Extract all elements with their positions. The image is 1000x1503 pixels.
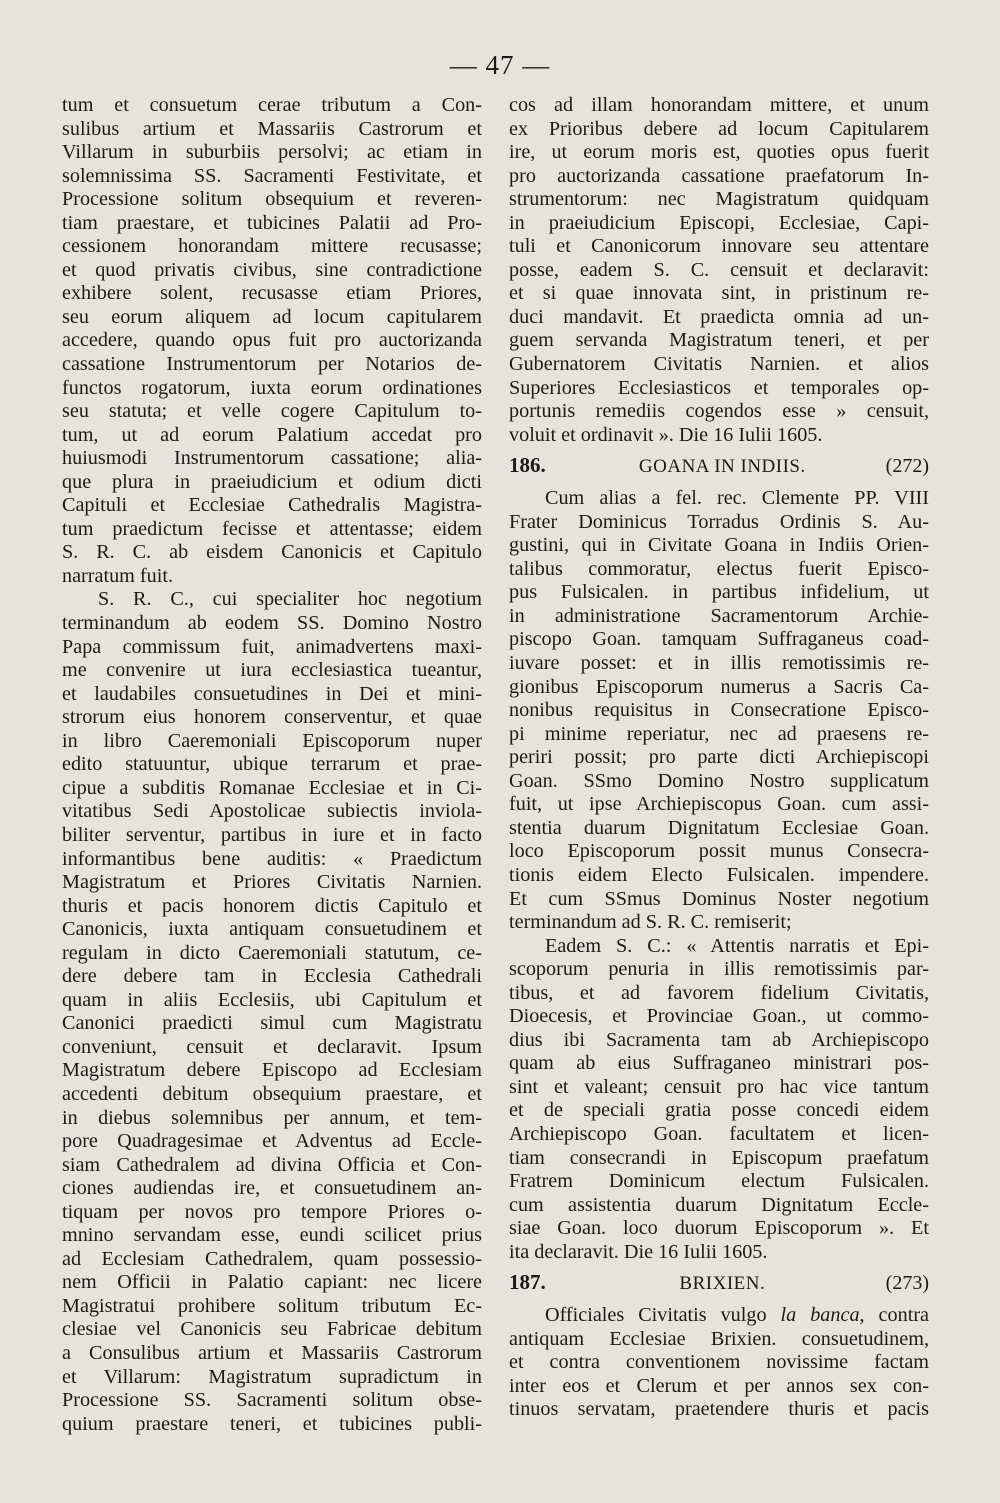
- text-line: tiquam per novos pro tempore Priores o-: [62, 1200, 482, 1223]
- text-line: pi minime reperiatur, nec ad praesens re-: [509, 722, 929, 745]
- section-186-paragraph-1: [509, 487, 929, 934]
- text-line: Magistratum debere Episcopo ad Ecclesiam: [62, 1059, 482, 1082]
- text-line: terminandum ad S. R. C. remiserit;: [509, 911, 792, 934]
- text-line: sulibus artium et Massariis Castrorum et: [62, 117, 482, 140]
- text-line: vitatibus Sedi Apostolicae subiectis inviola-: [62, 800, 482, 823]
- text-line: clesiae vel Canonicis seu Fabricae debitum: [62, 1318, 482, 1341]
- text-line: tiam consecrandi in Episcopum praefatum: [509, 1146, 929, 1169]
- text-line: tionis eidem Electo Fulsicalen. impendere.: [509, 863, 929, 886]
- text-line: antiquam Ecclesiae Brixien. consuetudinem,: [509, 1327, 929, 1350]
- text-line: nonibus requisitus in Consecratione Episco-: [509, 699, 929, 722]
- text-line: me convenire ut iura ecclesiastica tueantur,: [62, 659, 482, 682]
- text-line: Canonici praedicti simul cum Magistratu: [62, 1012, 482, 1035]
- section-187-heading: [509, 1271, 929, 1298]
- text-line: ita declaravit. Die 16 Iulii 1605.: [509, 1240, 768, 1263]
- text-line: gustini, qui in Civitate Goana in Indiis Orien-: [509, 534, 929, 557]
- text-line: Papa commissum fuit, animadvertens maxi-: [62, 635, 482, 658]
- text-line: et laudabiles consuetudines in Dei et mini-: [62, 682, 482, 705]
- text-line: tiam praestare, et tubicines Palatii ad Pro-: [62, 211, 482, 234]
- text-line: S. R. C. ab eisdem Canonicis et Capitulo: [62, 541, 482, 564]
- text-line: strumentorum: nec Magistratum quidquam: [509, 188, 929, 211]
- text-line: piscopo Goan. tamquam Suffraganeus coad-: [509, 628, 929, 651]
- right-column: [509, 94, 929, 1422]
- text-line: sint et valeant; censuit pro hac vice tantum: [509, 1075, 929, 1098]
- text-line: quam in aliis Ecclesiis, ubi Capitulum et: [62, 988, 482, 1011]
- text-line: inter eos et Clerum et per annos sex con-: [509, 1374, 929, 1397]
- left-paragraph-1: [62, 94, 482, 588]
- text-line: duci mandavit. Et praedicta omnia ad un-: [509, 305, 929, 328]
- text-line: Eadem S. C.: « Attentis narratis et Epi-: [545, 934, 929, 957]
- section-186-number: 186.: [509, 453, 546, 478]
- text-line: exhibere solent, recusasse etiam Priores,: [62, 282, 482, 305]
- text-line: tum, ut ad eorum Palatium accedat pro: [62, 423, 482, 446]
- text-line: ire, ut eorum moris est, quoties opus fuerit: [509, 141, 929, 164]
- text-line: et Villarum: Magistratum supradictum in: [62, 1365, 482, 1388]
- text-line: pro auctorizanda cassatione praefatorum In-: [509, 164, 929, 187]
- text-line: posse, eadem S. C. censuit et declaravit:: [509, 258, 929, 281]
- text-line: Processione solitum obsequium et reveren-: [62, 188, 482, 211]
- text-line: S. R. C., cui specialiter hoc negotium: [98, 588, 482, 611]
- text-line: Archiepiscopo Goan. facultatem et licen-: [509, 1122, 929, 1145]
- section-186-paragraph-2: [509, 935, 929, 1265]
- text-line: edito statuuntur, ubique terrarum et prae-: [62, 753, 482, 776]
- text-line: biliter serventur, partibus in iure et in facto: [62, 823, 482, 846]
- text-line: ad Ecclesiam Cathedralem, quam possessio-: [62, 1247, 482, 1270]
- section-187-ref: (273): [885, 1272, 929, 1295]
- text-line: Villarum in suburbiis persolvi; ac etiam in: [62, 141, 482, 164]
- text-line: Dioecesis, et Provinciae Goan., ut commo-: [509, 1005, 929, 1028]
- text-line: talibus commoratur, electus fuerit Episco-: [509, 557, 929, 580]
- text-line: informantibus bene auditis: « Praedictum: [62, 847, 482, 870]
- text-line: stentia duarum Dignitatum Ecclesiae Goan.: [509, 816, 929, 839]
- text-line: pore Quadragesimae et Adventus ad Eccle-: [62, 1130, 482, 1153]
- text-line: siae Goan. loco duorum Episcoporum ». Et: [509, 1217, 929, 1240]
- text-line: et quod privatis civibus, sine contradictione: [62, 258, 482, 281]
- text-line: Frater Dominicus Torradus Ordinis S. Au-: [509, 510, 929, 533]
- text-line: terminandum ab eodem SS. Domino Nostro: [62, 612, 482, 635]
- section-186-ref: (272): [885, 455, 929, 478]
- text-line: strorum eius honorem conserventur, et quae: [62, 706, 482, 729]
- text-line: nem Officii in Palatio capiant: nec licere: [62, 1271, 482, 1294]
- text-line: ciones audiendas ire, et consuetudinem an-: [62, 1177, 482, 1200]
- section-187-number: 187.: [509, 1270, 546, 1295]
- text-line: dius ibi Sacramenta tam ab Archiepiscopo: [509, 1028, 929, 1051]
- section-187-paragraph-1: [509, 1304, 929, 1422]
- text-line: Officiales Civitatis vulgo la banca, contra: [545, 1304, 929, 1327]
- section-187-lines: [509, 1328, 929, 1422]
- text-line: Goan. SSmo Domino Nostro supplicatum: [509, 769, 929, 792]
- text-line: et de speciali gratia posse concedi eidem: [509, 1099, 929, 1122]
- text-line: pus Fulsicalen. in partibus infidelium, ut: [509, 581, 929, 604]
- text-line: thuris et pacis honorem dictis Capitulo et: [62, 894, 482, 917]
- text-line: scoporum penuria in illis remotissimis par-: [509, 958, 929, 981]
- text-line: periri possit; pro parte dicti Archiepiscopi: [509, 746, 929, 769]
- text-line: tibus, et ad favorem fidelium Civitatis,: [509, 981, 929, 1004]
- text-line: mnino servandam esse, eundi scilicet prius: [62, 1224, 482, 1247]
- text-line: ex Prioribus debere ad locum Capitularem: [509, 117, 929, 140]
- text-line: accedere, quando opus fuit pro auctorizanda: [62, 329, 482, 352]
- text-line: tinuos servatam, praetendere thuris et pacis: [509, 1398, 929, 1421]
- text-line: tum et consuetum cerae tributum a Con-: [62, 94, 482, 116]
- left-paragraph-2: [62, 588, 482, 1436]
- text-line: cassatione Instrumentorum per Notarios de-: [62, 353, 482, 376]
- text-line: seu eorum aliquem ad locum capitularem: [62, 305, 482, 328]
- section-186-title: GOANA IN INDIIS.: [638, 456, 806, 478]
- text-line: guem servanda Magistratum teneri, et per: [509, 329, 929, 352]
- text-line: seu statuta; et velle cogere Capitulum to-: [62, 400, 482, 423]
- text-line: quam ab eius Suffraganeo ministrari pos-: [509, 1052, 929, 1075]
- text-line: fuit, ut ipse Archiepiscopus Goan. cum assi-: [509, 793, 929, 816]
- text-line: Processione SS. Sacramenti solitum obse-: [62, 1389, 482, 1412]
- text-line: Magistratum et Priores Civitatis Narnien.: [62, 871, 482, 894]
- text-line: in administratione Sacramentorum Archie-: [509, 604, 929, 627]
- text-line: loco Episcoporum possit munus Consecra-: [509, 840, 929, 863]
- text-line: cessionem honorandam mittere recusasse;: [62, 235, 482, 258]
- text-line: Canonicis, iuxta antiquam consuetudinem et: [62, 918, 482, 941]
- text-line: cipue a subditis Romanae Ecclesiae et in Ci-: [62, 776, 482, 799]
- text-line: regulam in dicto Caeremoniali statutum, ce-: [62, 941, 482, 964]
- text-line: Fratrem Dominicum electum Fulsicalen.: [509, 1170, 929, 1193]
- text-line: et si quae innovata sint, in pristinum re-: [509, 282, 929, 305]
- text-line: Capituli et Ecclesiae Cathedralis Magistra-: [62, 494, 482, 517]
- text-line: narratum fuit.: [62, 564, 173, 587]
- text-line: voluit et ordinavit ». Die 16 Iulii 1605.: [509, 423, 823, 446]
- text-line: quium praestare teneri, et tubicines publi-: [62, 1412, 482, 1435]
- text-line: conveniunt, censuit et declaravit. Ipsum: [62, 1035, 482, 1058]
- text-line: dere debere tam in Ecclesia Cathedrali: [62, 965, 482, 988]
- text-line: que plura in praeiudicium et odium dicti: [62, 470, 482, 493]
- text-line: cos ad illam honorandam mittere, et unum: [509, 94, 929, 116]
- text-line: tuli et Canonicorum innovare seu attentare: [509, 235, 929, 258]
- text-line: Magistratui prohibere solitum tributum Ec-: [62, 1294, 482, 1317]
- text-line: portunis remediis cogendos esse » censuit,: [509, 400, 929, 423]
- text-line: a Consulibus artium et Massariis Castrorum: [62, 1341, 482, 1364]
- text-line: cum assistentia duarum Dignitatum Eccle-: [509, 1193, 929, 1216]
- left-column: [62, 94, 482, 1436]
- text-line: et contra conventionem novissime factam: [509, 1351, 929, 1374]
- section-186-heading: [509, 454, 929, 481]
- text-line: iuvare posset: et in illis remotissimis re-: [509, 652, 929, 675]
- text-line: siam Cathedralem ad divina Officia et Con-: [62, 1153, 482, 1176]
- text-line: accedenti debitum obsequium praestare, et: [62, 1082, 482, 1105]
- page-number: — 47 —: [449, 50, 551, 80]
- text-line: in diebus solemnibus per annum, et tem-: [62, 1106, 482, 1129]
- text-line: solemnissima SS. Sacramenti Festivitate, et: [62, 164, 482, 187]
- text-line: functos rogatorum, iuxta eorum ordinationes: [62, 376, 482, 399]
- text-line: Gubernatorem Civitatis Narnien. et alios: [509, 353, 929, 376]
- text-line: in libro Caeremoniali Episcoporum nuper: [62, 729, 482, 752]
- text-line: gionibus Episcoporum numerus a Sacris Ca-: [509, 675, 929, 698]
- text-line: in praeiudicium Episcopi, Ecclesiae, Capi-: [509, 211, 929, 234]
- text-line: Cum alias a fel. rec. Clemente PP. VIII: [545, 487, 929, 510]
- section-187-title: BRIXIEN.: [679, 1273, 766, 1295]
- right-paragraph-1: [509, 94, 929, 447]
- text-line: huiusmodi Instrumentorum cassatione; alia-: [62, 447, 482, 470]
- text-line: tum praedictum fecisse et attentasse; eidem: [62, 517, 482, 540]
- text-line: Superiores Ecclesiasticos et temporales op-: [509, 376, 929, 399]
- text-line: Et cum SSmus Dominus Noster negotium: [509, 887, 929, 910]
